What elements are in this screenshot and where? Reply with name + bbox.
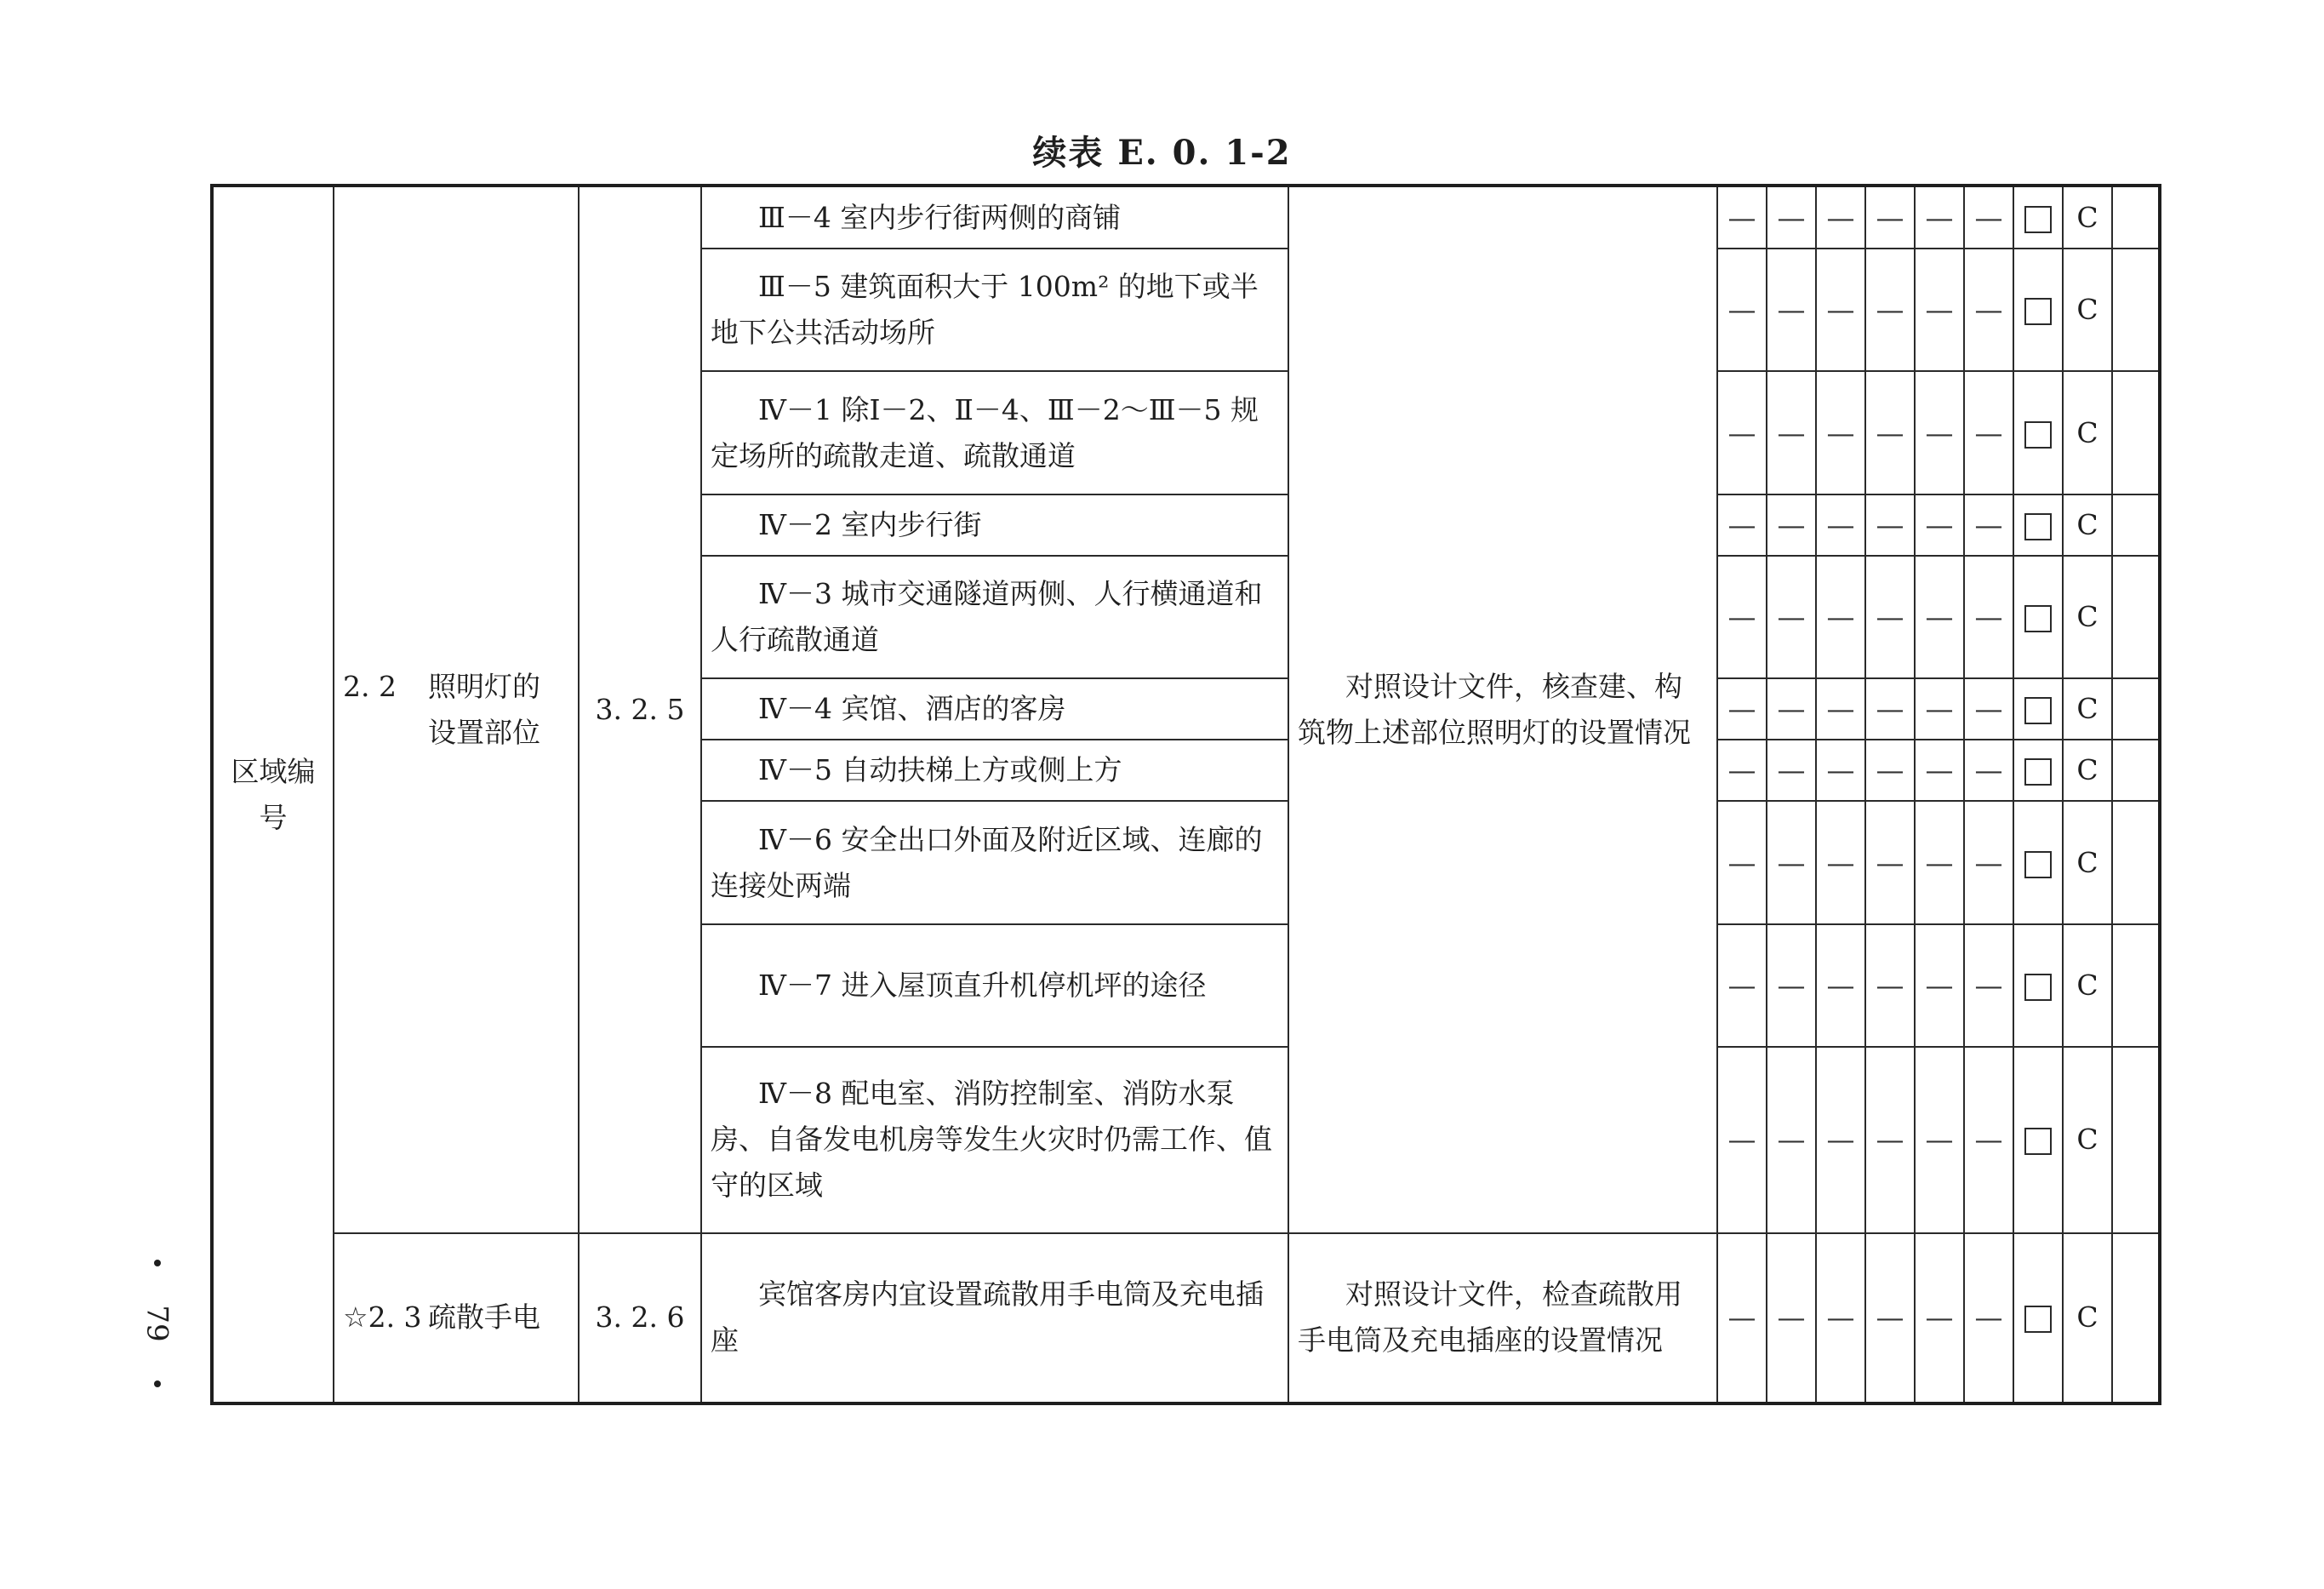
checkbox-cell: [2013, 494, 2063, 556]
dash-mark: —: [1964, 371, 2013, 494]
grade-cell: C: [2063, 371, 2112, 494]
dash-mark: —: [1717, 740, 1767, 801]
dash-mark: —: [1865, 924, 1915, 1047]
checkbox-cell: [2013, 556, 2063, 678]
dash-mark: —: [1767, 924, 1816, 1047]
clause-number: 3. 2. 5: [579, 186, 701, 1233]
dash-mark: —: [1964, 924, 2013, 1047]
checkbox-cell: [2013, 249, 2063, 371]
dash-mark: —: [1964, 249, 2013, 371]
dash-mark: —: [1865, 494, 1915, 556]
requirement-cell: Ⅳ－4 宾馆、酒店的客房: [701, 678, 1288, 740]
checkbox[interactable]: [2024, 298, 2052, 325]
requirement-cell: Ⅳ－1 除Ⅰ－2、Ⅱ－4、Ⅲ－2～Ⅲ－5 规定场所的疏散走道、疏散通道: [701, 371, 1288, 494]
checkbox[interactable]: [2024, 1128, 2052, 1155]
dash-mark: —: [1964, 186, 2013, 249]
dash-mark: —: [1816, 1233, 1865, 1404]
checkbox[interactable]: [2024, 605, 2052, 632]
grade-cell: C: [2063, 801, 2112, 923]
grade-cell: C: [2063, 740, 2112, 801]
dash-mark: —: [1816, 556, 1865, 678]
dash-mark: —: [1964, 740, 2013, 801]
dash-mark: —: [1816, 371, 1865, 494]
checkbox[interactable]: [2024, 513, 2052, 540]
item-text: 照明灯的设置部位: [428, 669, 540, 749]
requirement-cell: Ⅳ－7 进入屋顶直升机停机坪的途径: [701, 924, 1288, 1047]
blank-cell: [2112, 494, 2160, 556]
grade-cell: C: [2063, 924, 2112, 1047]
grade-cell: C: [2063, 1047, 2112, 1232]
blank-cell: [2112, 801, 2160, 923]
dash-mark: —: [1767, 494, 1816, 556]
checkbox-cell: [2013, 371, 2063, 494]
checkbox-cell: [2013, 1047, 2063, 1232]
dash-mark: —: [1767, 1233, 1816, 1404]
method-cell: 对照设计文件，核查建、构筑物上述部位照明灯的设置情况: [1288, 186, 1717, 1233]
table-row: [212, 1233, 2160, 1404]
dash-mark: —: [1767, 249, 1816, 371]
dash-mark: —: [1865, 740, 1915, 801]
dash-mark: —: [1717, 1233, 1767, 1404]
dash-mark: —: [1865, 678, 1915, 740]
dash-mark: —: [1915, 186, 1964, 249]
blank-cell: [2112, 740, 2160, 801]
dash-mark: —: [1816, 494, 1865, 556]
dash-mark: —: [1964, 678, 2013, 740]
dash-mark: —: [1717, 371, 1767, 494]
dash-mark: —: [1915, 924, 1964, 1047]
table-row: [212, 186, 2160, 249]
checkbox[interactable]: [2024, 1306, 2052, 1333]
page-number-text: 79: [140, 1305, 174, 1342]
dash-mark: —: [1964, 1233, 2013, 1404]
dash-mark: —: [1865, 371, 1915, 494]
checkbox-cell: [2013, 678, 2063, 740]
checkbox[interactable]: [2024, 421, 2052, 449]
checkbox-cell: [2013, 740, 2063, 801]
dash-mark: —: [1964, 556, 2013, 678]
checkbox[interactable]: [2024, 206, 2052, 233]
requirement-cell: 宾馆客房内宜设置疏散用手电筒及充电插座: [701, 1233, 1288, 1404]
dash-mark: —: [1865, 1047, 1915, 1232]
dash-mark: —: [1865, 801, 1915, 923]
dash-mark: —: [1915, 556, 1964, 678]
checkbox[interactable]: [2024, 851, 2052, 878]
dash-mark: —: [1915, 249, 1964, 371]
requirement-cell: Ⅳ－3 城市交通隧道两侧、人行横通道和人行疏散通道: [701, 556, 1288, 678]
dash-mark: —: [1717, 556, 1767, 678]
dash-mark: —: [1816, 678, 1865, 740]
dash-mark: —: [1816, 186, 1865, 249]
dash-mark: —: [1816, 740, 1865, 801]
dash-mark: —: [1717, 494, 1767, 556]
dash-mark: —: [1767, 801, 1816, 923]
blank-cell: [2112, 678, 2160, 740]
dash-mark: —: [1816, 924, 1865, 1047]
grade-cell: C: [2063, 249, 2112, 371]
dash-mark: —: [1816, 249, 1865, 371]
dash-mark: —: [1717, 1047, 1767, 1232]
page-number: [128, 1260, 187, 1387]
checkbox-cell: [2013, 924, 2063, 1047]
requirement-cell: Ⅲ－4 室内步行街两侧的商铺: [701, 186, 1288, 249]
item-number: ☆2. 3: [343, 1300, 422, 1335]
dash-mark: —: [1767, 740, 1816, 801]
dash-mark: —: [1964, 494, 2013, 556]
dash-mark: —: [1767, 556, 1816, 678]
zone-label: 区域编号: [212, 186, 334, 1403]
dash-mark: —: [1816, 1047, 1865, 1232]
checkbox-cell: [2013, 1233, 2063, 1404]
dash-mark: —: [1717, 186, 1767, 249]
table-title: 续表 E. 0. 1-2: [1032, 133, 1292, 173]
dash-mark: —: [1717, 924, 1767, 1047]
page-number-dot: [154, 1380, 161, 1387]
dash-mark: —: [1915, 1233, 1964, 1404]
inspection-table: [210, 184, 2161, 1405]
dash-mark: —: [1865, 249, 1915, 371]
item-cell: [334, 186, 579, 1233]
dash-mark: —: [1915, 801, 1964, 923]
blank-cell: [2112, 924, 2160, 1047]
dash-mark: —: [1915, 678, 1964, 740]
blank-cell: [2112, 1233, 2160, 1404]
dash-mark: —: [1816, 801, 1865, 923]
dash-mark: —: [1915, 371, 1964, 494]
requirement-cell: Ⅳ－2 室内步行街: [701, 494, 1288, 556]
checkbox[interactable]: [2024, 758, 2052, 786]
dash-mark: —: [1915, 740, 1964, 801]
dash-mark: —: [1865, 186, 1915, 249]
checkbox-cell: [2013, 186, 2063, 249]
dash-mark: —: [1767, 678, 1816, 740]
dash-mark: —: [1964, 801, 2013, 923]
dash-mark: —: [1865, 556, 1915, 678]
checkbox[interactable]: [2024, 974, 2052, 1001]
dash-mark: —: [1767, 1047, 1816, 1232]
clause-number: 3. 2. 6: [579, 1233, 701, 1404]
blank-cell: [2112, 186, 2160, 249]
dash-mark: —: [1767, 371, 1816, 494]
grade-cell: C: [2063, 1233, 2112, 1404]
requirement-cell: Ⅳ－8 配电室、消防控制室、消防水泵房、自备发电机房等发生火灾时仍需工作、值守的区域: [701, 1047, 1288, 1232]
item-number: 2. 2: [343, 669, 397, 703]
grade-cell: C: [2063, 678, 2112, 740]
blank-cell: [2112, 556, 2160, 678]
grade-cell: C: [2063, 494, 2112, 556]
grade-cell: C: [2063, 186, 2112, 249]
dash-mark: —: [1717, 249, 1767, 371]
dash-mark: —: [1717, 801, 1767, 923]
grade-cell: C: [2063, 556, 2112, 678]
checkbox-cell: [2013, 801, 2063, 923]
dash-mark: —: [1964, 1047, 2013, 1232]
checkbox[interactable]: [2024, 697, 2052, 724]
dash-mark: —: [1717, 678, 1767, 740]
item-cell: [334, 1233, 579, 1404]
requirement-cell: Ⅳ－6 安全出口外面及附近区域、连廊的连接处两端: [701, 801, 1288, 923]
method-cell: 对照设计文件，检查疏散用手电筒及充电插座的设置情况: [1288, 1233, 1717, 1404]
dash-mark: —: [1865, 1233, 1915, 1404]
requirement-cell: Ⅳ－5 自动扶梯上方或侧上方: [701, 740, 1288, 801]
blank-cell: [2112, 371, 2160, 494]
dash-mark: —: [1767, 186, 1816, 249]
blank-cell: [2112, 1047, 2160, 1232]
blank-cell: [2112, 249, 2160, 371]
dash-mark: —: [1915, 494, 1964, 556]
dash-mark: —: [1915, 1047, 1964, 1232]
item-text: 疏散手电: [428, 1300, 540, 1335]
requirement-cell: Ⅲ－5 建筑面积大于 100m² 的地下或半地下公共活动场所: [701, 249, 1288, 371]
page-number-dot: [154, 1260, 161, 1266]
